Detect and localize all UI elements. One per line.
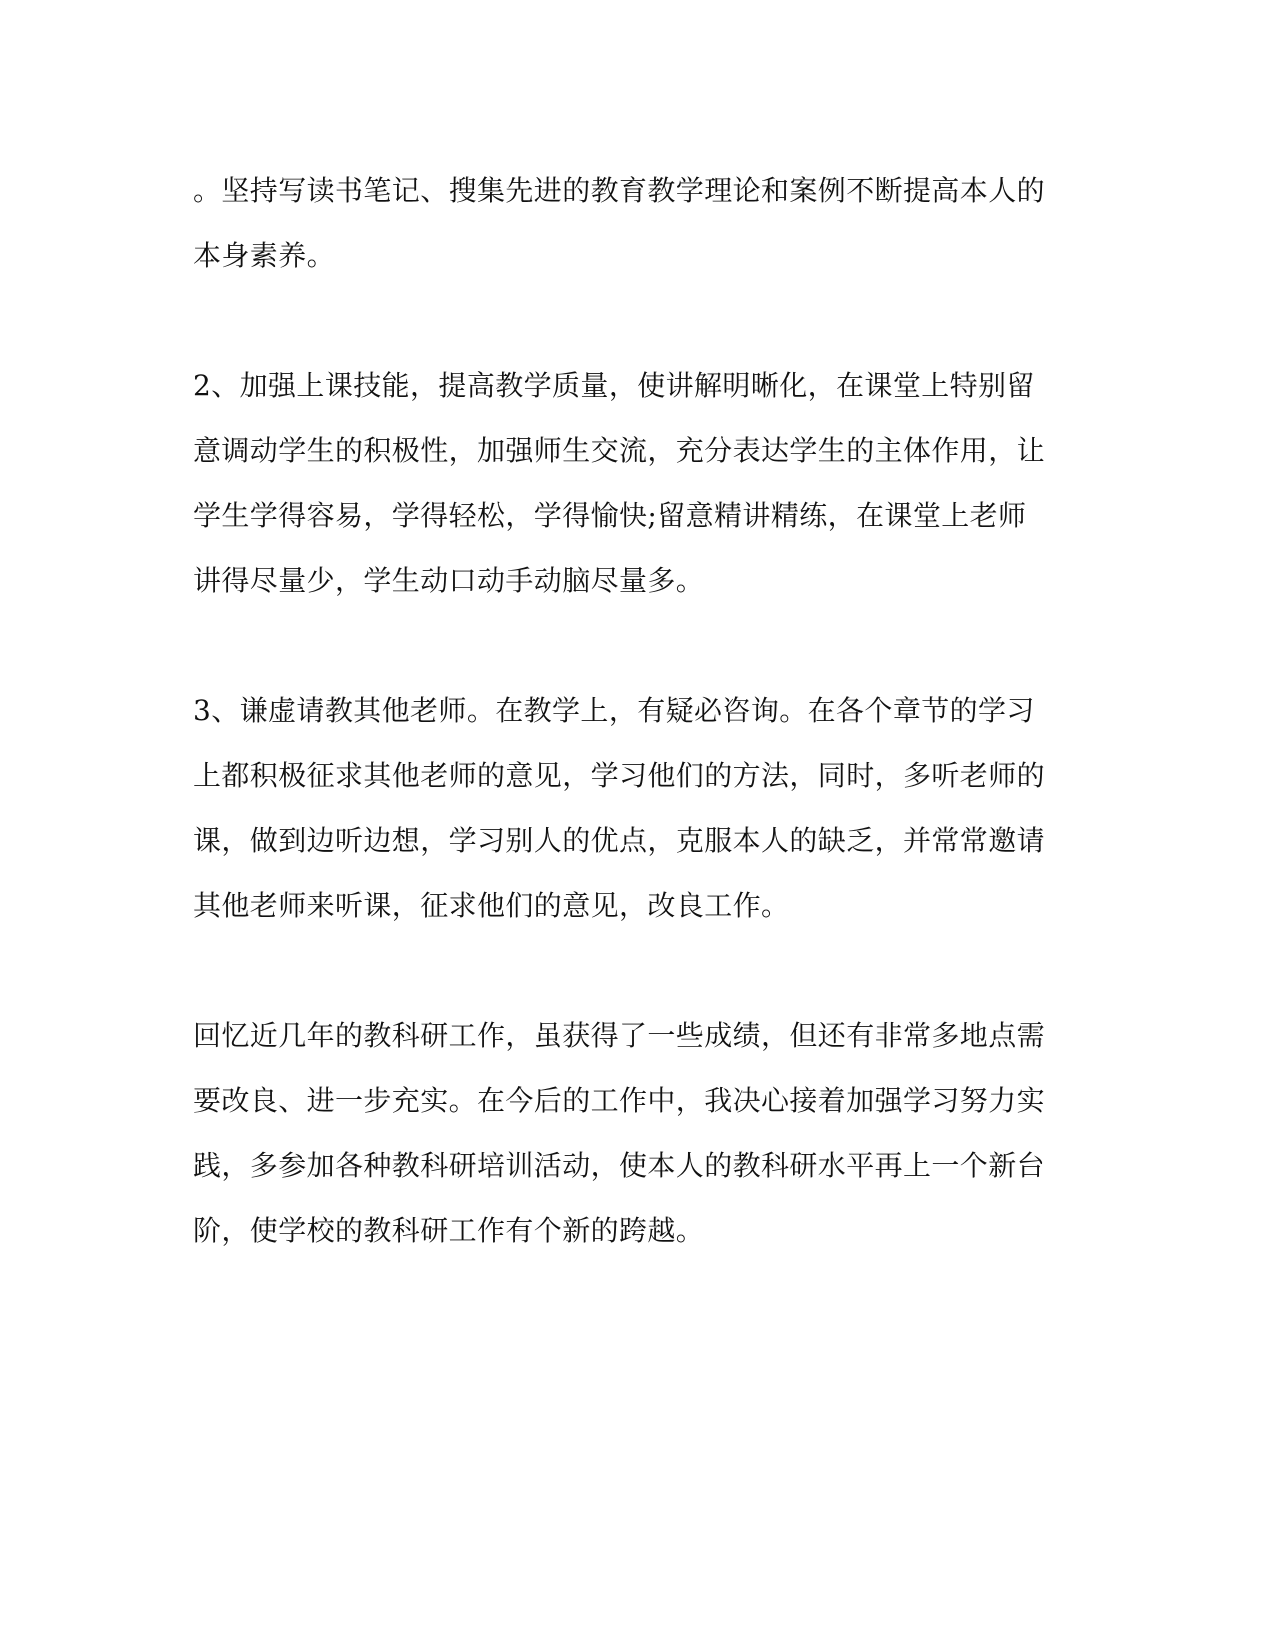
text-line: 上都积极征求其他老师的意见，学习他们的方法，同时，多听老师的 [193,759,1046,792]
text-line: 其他老师来听课，征求他们的意见，改良工作。 [193,889,790,922]
document-body [193,158,1073,1263]
paragraph-4 [193,1003,1073,1263]
paragraph-spacer [193,938,1073,1003]
paragraph-1 [193,158,1073,288]
text-line: 本身素养。 [193,239,336,272]
text-line: 3、谦虚请教其他老师。在教学上，有疑必咨询。在各个章节的学习 [193,694,1035,727]
text-line: 2、加强上课技能，提高教学质量，使讲解明晰化，在课堂上特别留 [193,369,1035,402]
text-line: 学生学得容易，学得轻松，学得愉快;留意精讲精练，在课堂上老师 [193,499,1027,532]
text-line: 践，多参加各种教科研培训活动，使本人的教科研水平再上一个新台 [193,1149,1046,1182]
text-line: 意调动学生的积极性，加强师生交流，充分表达学生的主体作用，让 [193,434,1046,467]
paragraph-3 [193,678,1073,938]
text-line: 回忆近几年的教科研工作，虽获得了一些成绩，但还有非常多地点需 [193,1019,1046,1052]
text-line: 阶，使学校的教科研工作有个新的跨越。 [193,1214,705,1247]
text-line: 课，做到边听边想，学习别人的优点，克服本人的缺乏，并常常邀请 [193,824,1046,857]
text-line: 要改良、进一步充实。在今后的工作中，我决心接着加强学习努力实 [193,1084,1046,1117]
text-line: 。坚持写读书笔记、搜集先进的教育教学理论和案例不断提高本人的 [193,174,1046,207]
text-line: 讲得尽量少，学生动口动手动脑尽量多。 [193,564,705,597]
paragraph-spacer [193,288,1073,353]
paragraph-2 [193,353,1073,613]
paragraph-spacer [193,613,1073,678]
